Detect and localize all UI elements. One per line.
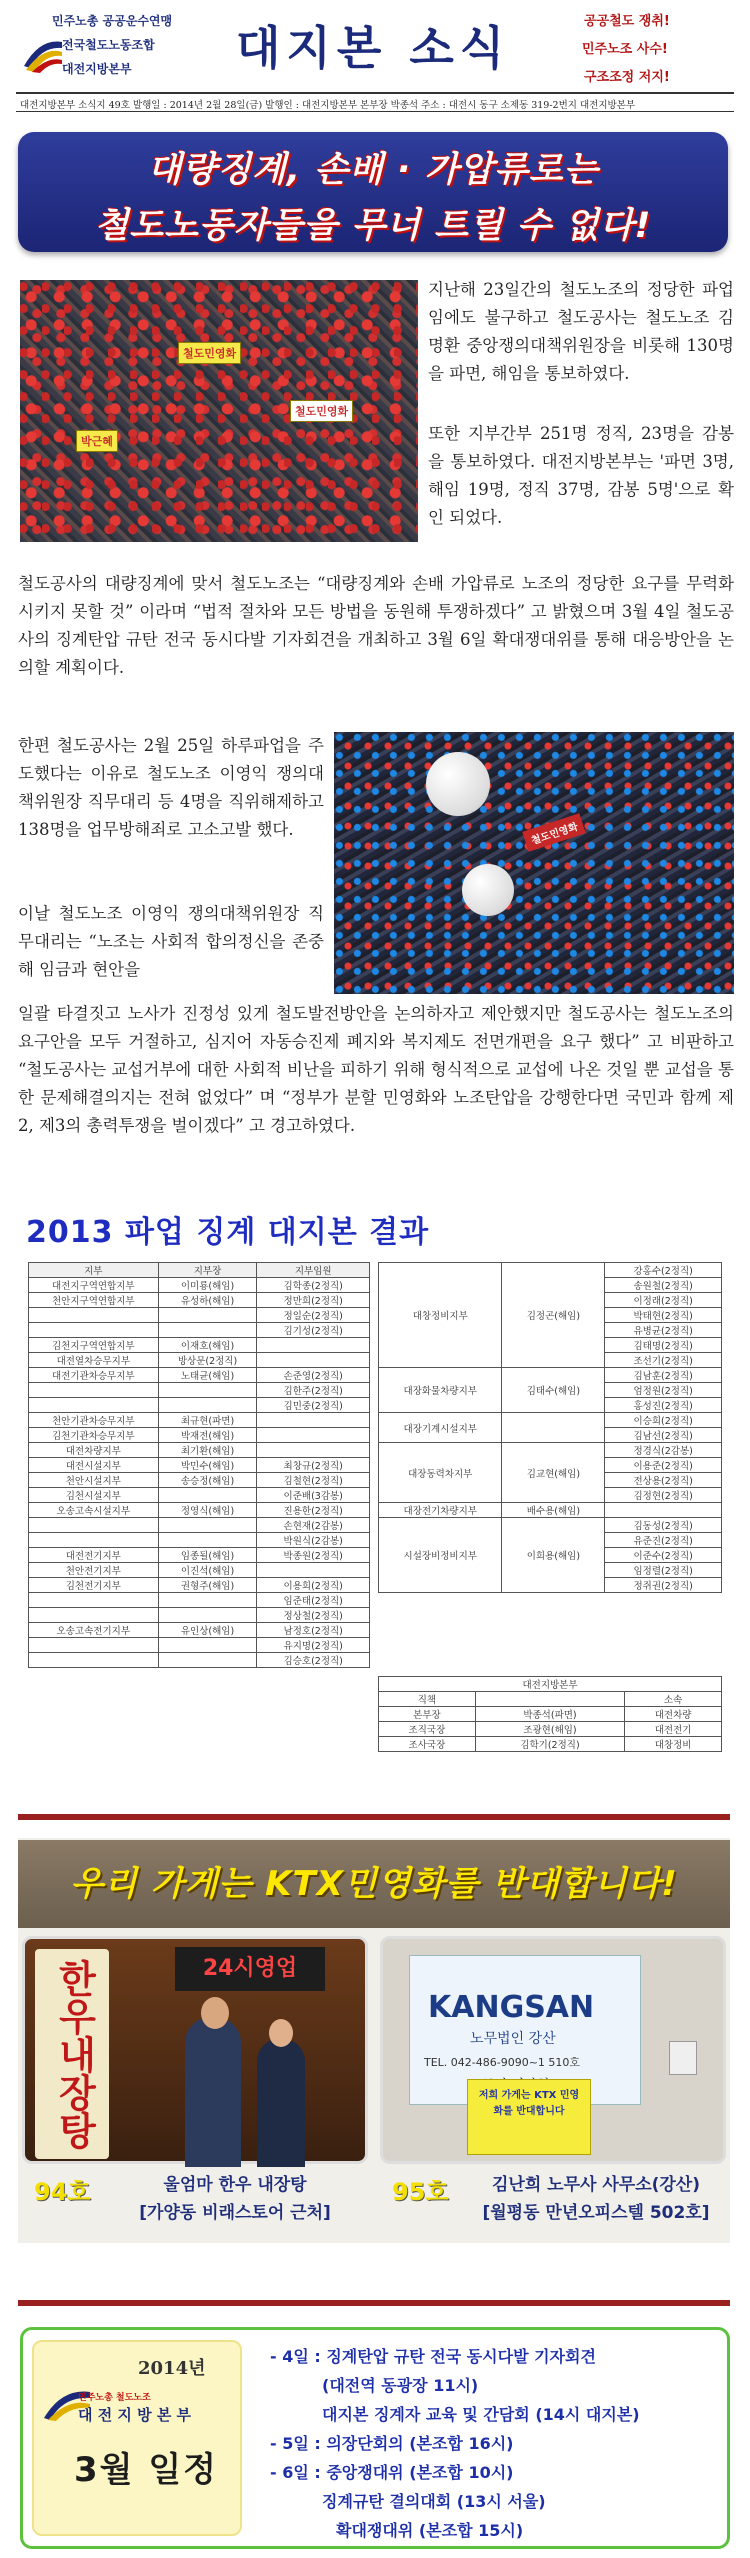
org-line-2: 전국철도노동조합 [62, 38, 155, 52]
member-cell: 송원철(2정직) [605, 1278, 722, 1293]
table-cell: 대전차량지부 [29, 1443, 159, 1458]
shop-name: 울엄마 한우 내장탕 [163, 2175, 307, 2195]
table-cell: 대창정비 [625, 1737, 722, 1752]
member-cell: 엄정원(2정직) [605, 1383, 722, 1398]
table-cell [257, 1413, 370, 1428]
table-cell: 대전기관차승무지부 [29, 1368, 159, 1383]
table-cell: 노태균(해임) [158, 1368, 257, 1383]
shop-photo-restaurant [22, 1936, 368, 2164]
ktx-poster: 저희 가게는 KTX 민영화를 반대합니다 [467, 2079, 591, 2155]
branch-cell: 대창정비지부 [379, 1263, 502, 1368]
table-cell: 본부장 [379, 1707, 476, 1722]
table-row [29, 1638, 370, 1653]
table-cell: 대전전기지부 [29, 1548, 159, 1563]
table-header-row [29, 1263, 370, 1278]
person-figure [185, 2017, 241, 2167]
table-row [29, 1383, 370, 1398]
schedule-item: - 6일 : 중앙쟁대위 (본조합 10시) [270, 2463, 514, 2482]
table-cell: 정만희(2정직) [257, 1293, 370, 1308]
table-cell: 김민중(2정직) [257, 1398, 370, 1413]
table-cell [158, 1488, 257, 1503]
schedule-item: 확대쟁대위 (본조합 15시) [336, 2521, 524, 2540]
table-cell: 손현재(2감봉) [257, 1518, 370, 1533]
headquarters-branch-table [378, 1262, 722, 1593]
branch-cell: 시설장비정비지부 [379, 1518, 502, 1593]
table-row [29, 1308, 370, 1323]
table-row [29, 1338, 370, 1353]
table-cell: 김천전기지부 [29, 1578, 159, 1593]
table-row [29, 1578, 370, 1593]
member-cell: 김남선(2정직) [605, 1428, 722, 1443]
table-row [379, 1518, 722, 1533]
table-cell [29, 1533, 159, 1548]
table-cell: 대전전기 [625, 1722, 722, 1737]
office-brand-sub: 노무법인 강산 [470, 2031, 556, 2047]
member-cell: 이승희(2정직) [605, 1413, 722, 1428]
table-row [29, 1473, 370, 1488]
table-cell: 박민수(해임) [158, 1458, 257, 1473]
schedule-year: 2014년 [138, 2358, 206, 2379]
article-paragraph-4: 한편 철도공사는 2월 25일 하루파업을 주도했다는 이유로 철도노조 이영익 쟁의대책위원장 직무대리 등 4명을 직위해제하고 138명을 업무방해죄로 고소고발 했다. [18, 736, 324, 839]
table-cell: 유인상(해임) [158, 1623, 257, 1638]
table-row [379, 1413, 722, 1428]
table-row [29, 1323, 370, 1338]
table-cell: 박종원(2정직) [257, 1548, 370, 1563]
office-brand: KANGSAN [428, 1990, 595, 2025]
regional-hq-table [378, 1676, 722, 1752]
table-cell: 박원식(2감봉) [257, 1533, 370, 1548]
column-header: 소속 [625, 1692, 722, 1707]
table-cell: 정상철(2정직) [257, 1608, 370, 1623]
table-row [29, 1533, 370, 1548]
branch-head-cell: 배수용(해임) [502, 1503, 605, 1518]
table-cell: 최창규(2정직) [257, 1458, 370, 1473]
member-cell: 박태현(2정직) [605, 1308, 722, 1323]
member-cell: 정쥐권(2정직) [605, 1578, 722, 1593]
shop-name: 김난희 노무사 사무소(강산) [491, 2175, 701, 2195]
table-row [379, 1368, 722, 1383]
branch-head-cell: 김태수(해임) [502, 1368, 605, 1413]
table-cell: 조사국장 [379, 1737, 476, 1752]
table-cell [257, 1353, 370, 1368]
table-row [29, 1548, 370, 1563]
table-cell: 대전지구역연합지부 [29, 1278, 159, 1293]
person-figure [257, 2039, 305, 2167]
table-cell: 김철현(2정직) [257, 1473, 370, 1488]
ktx-banner-text: 우리 가게는 KTX민영화를 반대합니다! [70, 1864, 678, 1904]
table-row [379, 1737, 722, 1752]
table-cell: 조광현(해임) [475, 1722, 624, 1737]
table-cell: 최기환(해임) [158, 1443, 257, 1458]
protest-sign: 철도민영화 [290, 400, 353, 422]
table-cell: 김천지구역연합지부 [29, 1338, 159, 1353]
member-cell: 임정렬(2정직) [605, 1563, 722, 1578]
office-phone: TEL. 042-486-9090~1 510호 [424, 2056, 581, 2069]
column-header: 지부장 [158, 1263, 257, 1278]
open-24h-sign: 24시영업 [175, 1947, 325, 1991]
table-row [29, 1518, 370, 1533]
table-cell: 오송고속전기지부 [29, 1623, 159, 1638]
member-cell: 홍성진(2정직) [605, 1398, 722, 1413]
table-cell: 김학종(2정직) [257, 1278, 370, 1293]
rally-photo-balloons [334, 732, 734, 994]
branch-head-cell: 김교현(해임) [502, 1443, 605, 1503]
table-cell: 이준배(3감봉) [257, 1488, 370, 1503]
white-balloon [426, 752, 490, 816]
headline-line-1: 대량징계, 손배 · 가압류로는 [147, 150, 599, 190]
table-cell [158, 1323, 257, 1338]
ktx-opposition-banner [18, 1840, 730, 1928]
schedule-item: (대전역 동광장 11시) [322, 2376, 479, 2395]
intercom-device [669, 2041, 697, 2075]
protest-sign: 박근혜 [76, 430, 118, 452]
table-row [379, 1722, 722, 1737]
schedule-item: - 4일 : 징계탄압 규탄 전국 동시다발 기자회견 [270, 2347, 596, 2366]
restaurant-sign: 한우내장탕 [35, 1949, 109, 2159]
headline-line-2: 철도노동자들을 무너 트릴 수 없다! [94, 206, 652, 246]
schedule-label-card [32, 2340, 242, 2536]
table-cell: 김학기(2정직) [475, 1737, 624, 1752]
table-cell [158, 1308, 257, 1323]
table-cell: 방상문(2정직) [158, 1353, 257, 1368]
table-row [29, 1608, 370, 1623]
masthead [16, 0, 734, 92]
member-cell: 조선기(2정직) [605, 1353, 722, 1368]
rally-photo-red-vests [20, 280, 418, 542]
table-row [29, 1278, 370, 1293]
table-title-row [379, 1677, 722, 1692]
branch-head-cell: 이희용(해임) [502, 1518, 605, 1593]
table-cell [29, 1608, 159, 1623]
table-cell: 김천기관차승무지부 [29, 1428, 159, 1443]
table-cell: 대전차량 [625, 1707, 722, 1722]
table-cell: 김기성(2정직) [257, 1323, 370, 1338]
table-cell: 박종석(파면) [475, 1707, 624, 1722]
table-cell [158, 1518, 257, 1533]
branch-cell: 대장기계시설지부 [379, 1413, 502, 1443]
member-cell: 김동성(2정직) [605, 1518, 722, 1533]
table-header-row [379, 1692, 722, 1707]
member-cell: 유병균(2정직) [605, 1323, 722, 1338]
article-paragraph-6: 일괄 타결짓고 노사가 진정성 있게 철도발전방안을 논의하자고 제안했지만 철도공사는 철도노조의 요구안을 모두 거절하고, 심지어 자동승진제 폐지와 복지제도 전면개편을 요구 했다” 고 비판하고 “철도공사는 교섭거부에 대한 사회적 비난을 피하기 위해 형식적으로 교섭에 나온 것일 뿐 교섭을 통한 문제해결의지는 전혀 없었다” 며 “정부가 분할 민영화와 노조탄압을 강행한다면 국민과 함께 제 2, 제3의 총력투쟁을 벌이겠다” 고 경고하였다. [18, 1004, 734, 1135]
discipline-results-title: 2013 파업 징계 대지본 결과 [26, 1215, 430, 1250]
schedule-item: - 5일 : 의장단회의 (본조합 16시) [270, 2434, 514, 2453]
column-header: 지부임원 [257, 1263, 370, 1278]
org-line-1: 민주노총 공공운수연맹 [52, 14, 173, 28]
member-cell: 유준진(2정직) [605, 1533, 722, 1548]
article-paragraph-5: 이날 철도노조 이영익 쟁의대책위원장 직무대리는 “노조는 사회적 합의정신을 존중해 임금과 현안을 [18, 904, 324, 979]
branch-discipline-table [28, 1262, 370, 1668]
table-cell: 이미룡(해임) [158, 1278, 257, 1293]
table-cell: 김한주(2정직) [257, 1383, 370, 1398]
branch-cell: 대장화물차량지부 [379, 1368, 502, 1413]
table-cell: 김승호(2정직) [257, 1653, 370, 1668]
table-cell: 손준영(2정직) [257, 1368, 370, 1383]
table-cell: 천안기관차승무지부 [29, 1413, 159, 1428]
table-cell: 임준태(2정직) [257, 1593, 370, 1608]
table-cell: 유성하(해임) [158, 1293, 257, 1308]
protest-sign: 철도민영화 [178, 342, 241, 364]
table-cell: 박재전(해임) [158, 1428, 257, 1443]
table-row [29, 1488, 370, 1503]
table-cell: 천안지구역연합지부 [29, 1293, 159, 1308]
table-row [29, 1443, 370, 1458]
column-header [475, 1692, 624, 1707]
union-logo-block [16, 10, 216, 88]
railway-union-logo-icon [22, 32, 64, 74]
article-paragraph-1: 지난해 23일간의 철도노조의 정당한 파업임에도 불구하고 철도공사는 철도노조 김명환 중앙쟁의대책위원장을 비롯해 130명을 파면, 해임을 통보하였다. [428, 280, 734, 383]
table-cell [257, 1428, 370, 1443]
member-cell: 전상용(2정직) [605, 1473, 722, 1488]
table-row [379, 1707, 722, 1722]
schedule-item: 대지본 징계자 교육 및 간담회 (14시 대지본) [322, 2405, 640, 2424]
member-cell: 김남훈(2정직) [605, 1368, 722, 1383]
table-row [29, 1368, 370, 1383]
table-cell: 진용한(2정직) [257, 1503, 370, 1518]
shop-address: [가양동 비래스토어 근처] [139, 2203, 331, 2223]
table-cell: 오송고속시설지부 [29, 1503, 159, 1518]
table-cell: 천안시설지부 [29, 1473, 159, 1488]
member-cell [605, 1503, 722, 1518]
article-paragraph-3: 철도공사의 대량징계에 맞서 철도노조는 “대량징계와 손배 가압류로 노조의 정당한 요구를 무력화 시키지 못할 것” 이라며 “법적 절차와 모든 방법을 동원해 투쟁하겠다” 고 밝혔으며 3월 4일 철도공사의 징계탄압 규탄 전국 동시다발 기자회견을 개최하고 3월 6일 확대쟁대위를 통해 대응방안을 논의할 계획이다. [18, 574, 734, 677]
table-cell [257, 1443, 370, 1458]
member-cell: 이정래(2정직) [605, 1293, 722, 1308]
red-banner: 철도민영화 [522, 813, 586, 852]
table-cell: 송승정(해임) [158, 1473, 257, 1488]
branch-head-cell [502, 1413, 605, 1443]
table-cell: 이진석(해임) [158, 1563, 257, 1578]
table-cell [29, 1308, 159, 1323]
table-cell: 최규현(파면) [158, 1413, 257, 1428]
member-cell: 이용준(2정직) [605, 1458, 722, 1473]
table-row [29, 1653, 370, 1668]
table-row [29, 1428, 370, 1443]
white-balloon [462, 864, 514, 916]
schedule-org: 대 전 지 방 본 부 [78, 2406, 192, 2424]
table-row [29, 1458, 370, 1473]
table-row [29, 1593, 370, 1608]
table-cell [29, 1593, 159, 1608]
table-cell: 대전시설지부 [29, 1458, 159, 1473]
column-header: 지부 [29, 1263, 159, 1278]
table-title: 대전지방본부 [379, 1677, 722, 1692]
table-row [29, 1398, 370, 1413]
member-cell: 정경식(2감봉) [605, 1443, 722, 1458]
member-cell: 이준수(2정직) [605, 1548, 722, 1563]
schedule-org-top: 민주노총 철도노조 [78, 2393, 151, 2403]
shop-photo-office [380, 1936, 726, 2164]
table-row [29, 1413, 370, 1428]
table-row [29, 1623, 370, 1638]
person-figure [201, 1997, 229, 2029]
table-cell [158, 1638, 257, 1653]
table-row [29, 1293, 370, 1308]
shop-address: [월평동 만년오피스텔 502호] [482, 2203, 710, 2223]
slogan-2: 민주노조 사수! [582, 42, 668, 57]
table-cell [257, 1563, 370, 1578]
table-cell: 조직국장 [379, 1722, 476, 1737]
table-cell: 대전열차승무지부 [29, 1353, 159, 1368]
table-cell [158, 1383, 257, 1398]
branch-cell: 대장전기차량지부 [379, 1503, 502, 1518]
schedule-label: 3월 일정 [74, 2450, 219, 2490]
table-cell [257, 1338, 370, 1353]
slogan-1: 공공철도 쟁취! [584, 14, 670, 29]
table-cell [158, 1593, 257, 1608]
table-row [29, 1353, 370, 1368]
table-cell: 남정호(2정직) [257, 1623, 370, 1638]
slogan-3: 구조조정 저지! [584, 70, 670, 85]
branch-head-cell: 김정곤(해임) [502, 1263, 605, 1368]
table-cell [158, 1533, 257, 1548]
table-cell: 이용희(2정직) [257, 1578, 370, 1593]
table-cell: 정일순(2정직) [257, 1308, 370, 1323]
member-cell: 김정현(2정직) [605, 1488, 722, 1503]
member-cell: 강홍수(2정직) [605, 1263, 722, 1278]
org-line-3: 대전지방본부 [62, 62, 132, 76]
shop-number: 95호 [392, 2178, 449, 2206]
table-cell [29, 1323, 159, 1338]
schedule-item: 징계규탄 결의대회 (13시 서울) [322, 2492, 546, 2511]
table-cell: 정영식(해임) [158, 1503, 257, 1518]
section-divider [18, 1814, 730, 1820]
table-cell: 이재호(해임) [158, 1338, 257, 1353]
table-cell [29, 1383, 159, 1398]
table-row [29, 1503, 370, 1518]
table-cell [29, 1653, 159, 1668]
table-row [379, 1263, 722, 1278]
column-header: 직책 [379, 1692, 476, 1707]
table-cell: 김천시설지부 [29, 1488, 159, 1503]
table-cell: 유지명(2정직) [257, 1638, 370, 1653]
table-cell [158, 1653, 257, 1668]
issue-info-bar: 대전지방본부 소식지 49호 발행일 : 2014년 2월 28일(금) 발행인 : 대전지방본부 본부장 박종석 주소 : 대전시 동구 소제동 319-2번지 대전지방본부 [16, 92, 734, 112]
article-paragraph-2: 또한 지부간부 251명 정직, 23명을 감봉을 통보하였다. 대전지방본부는 '파면 3명, 해임 19명, 정직 37명, 감봉 5명'으로 확인 되었다. [428, 424, 734, 527]
table-cell: 권형주(해임) [158, 1578, 257, 1593]
newsletter-title: 대지본 소식 [236, 21, 511, 75]
table-row [29, 1563, 370, 1578]
table-cell [29, 1398, 159, 1413]
table-cell: 임종될(해임) [158, 1548, 257, 1563]
headline-banner [18, 132, 728, 252]
table-cell [29, 1638, 159, 1653]
table-cell [29, 1518, 159, 1533]
table-cell [158, 1398, 257, 1413]
section-divider [18, 2300, 730, 2306]
branch-cell: 대장동력차지부 [379, 1443, 502, 1503]
member-cell: 김태명(2정직) [605, 1338, 722, 1353]
table-cell [158, 1608, 257, 1623]
table-cell: 천안전기지부 [29, 1563, 159, 1578]
table-row [379, 1503, 722, 1518]
shop-number: 94호 [34, 2178, 91, 2206]
person-figure [269, 2019, 293, 2047]
table-row [379, 1443, 722, 1458]
